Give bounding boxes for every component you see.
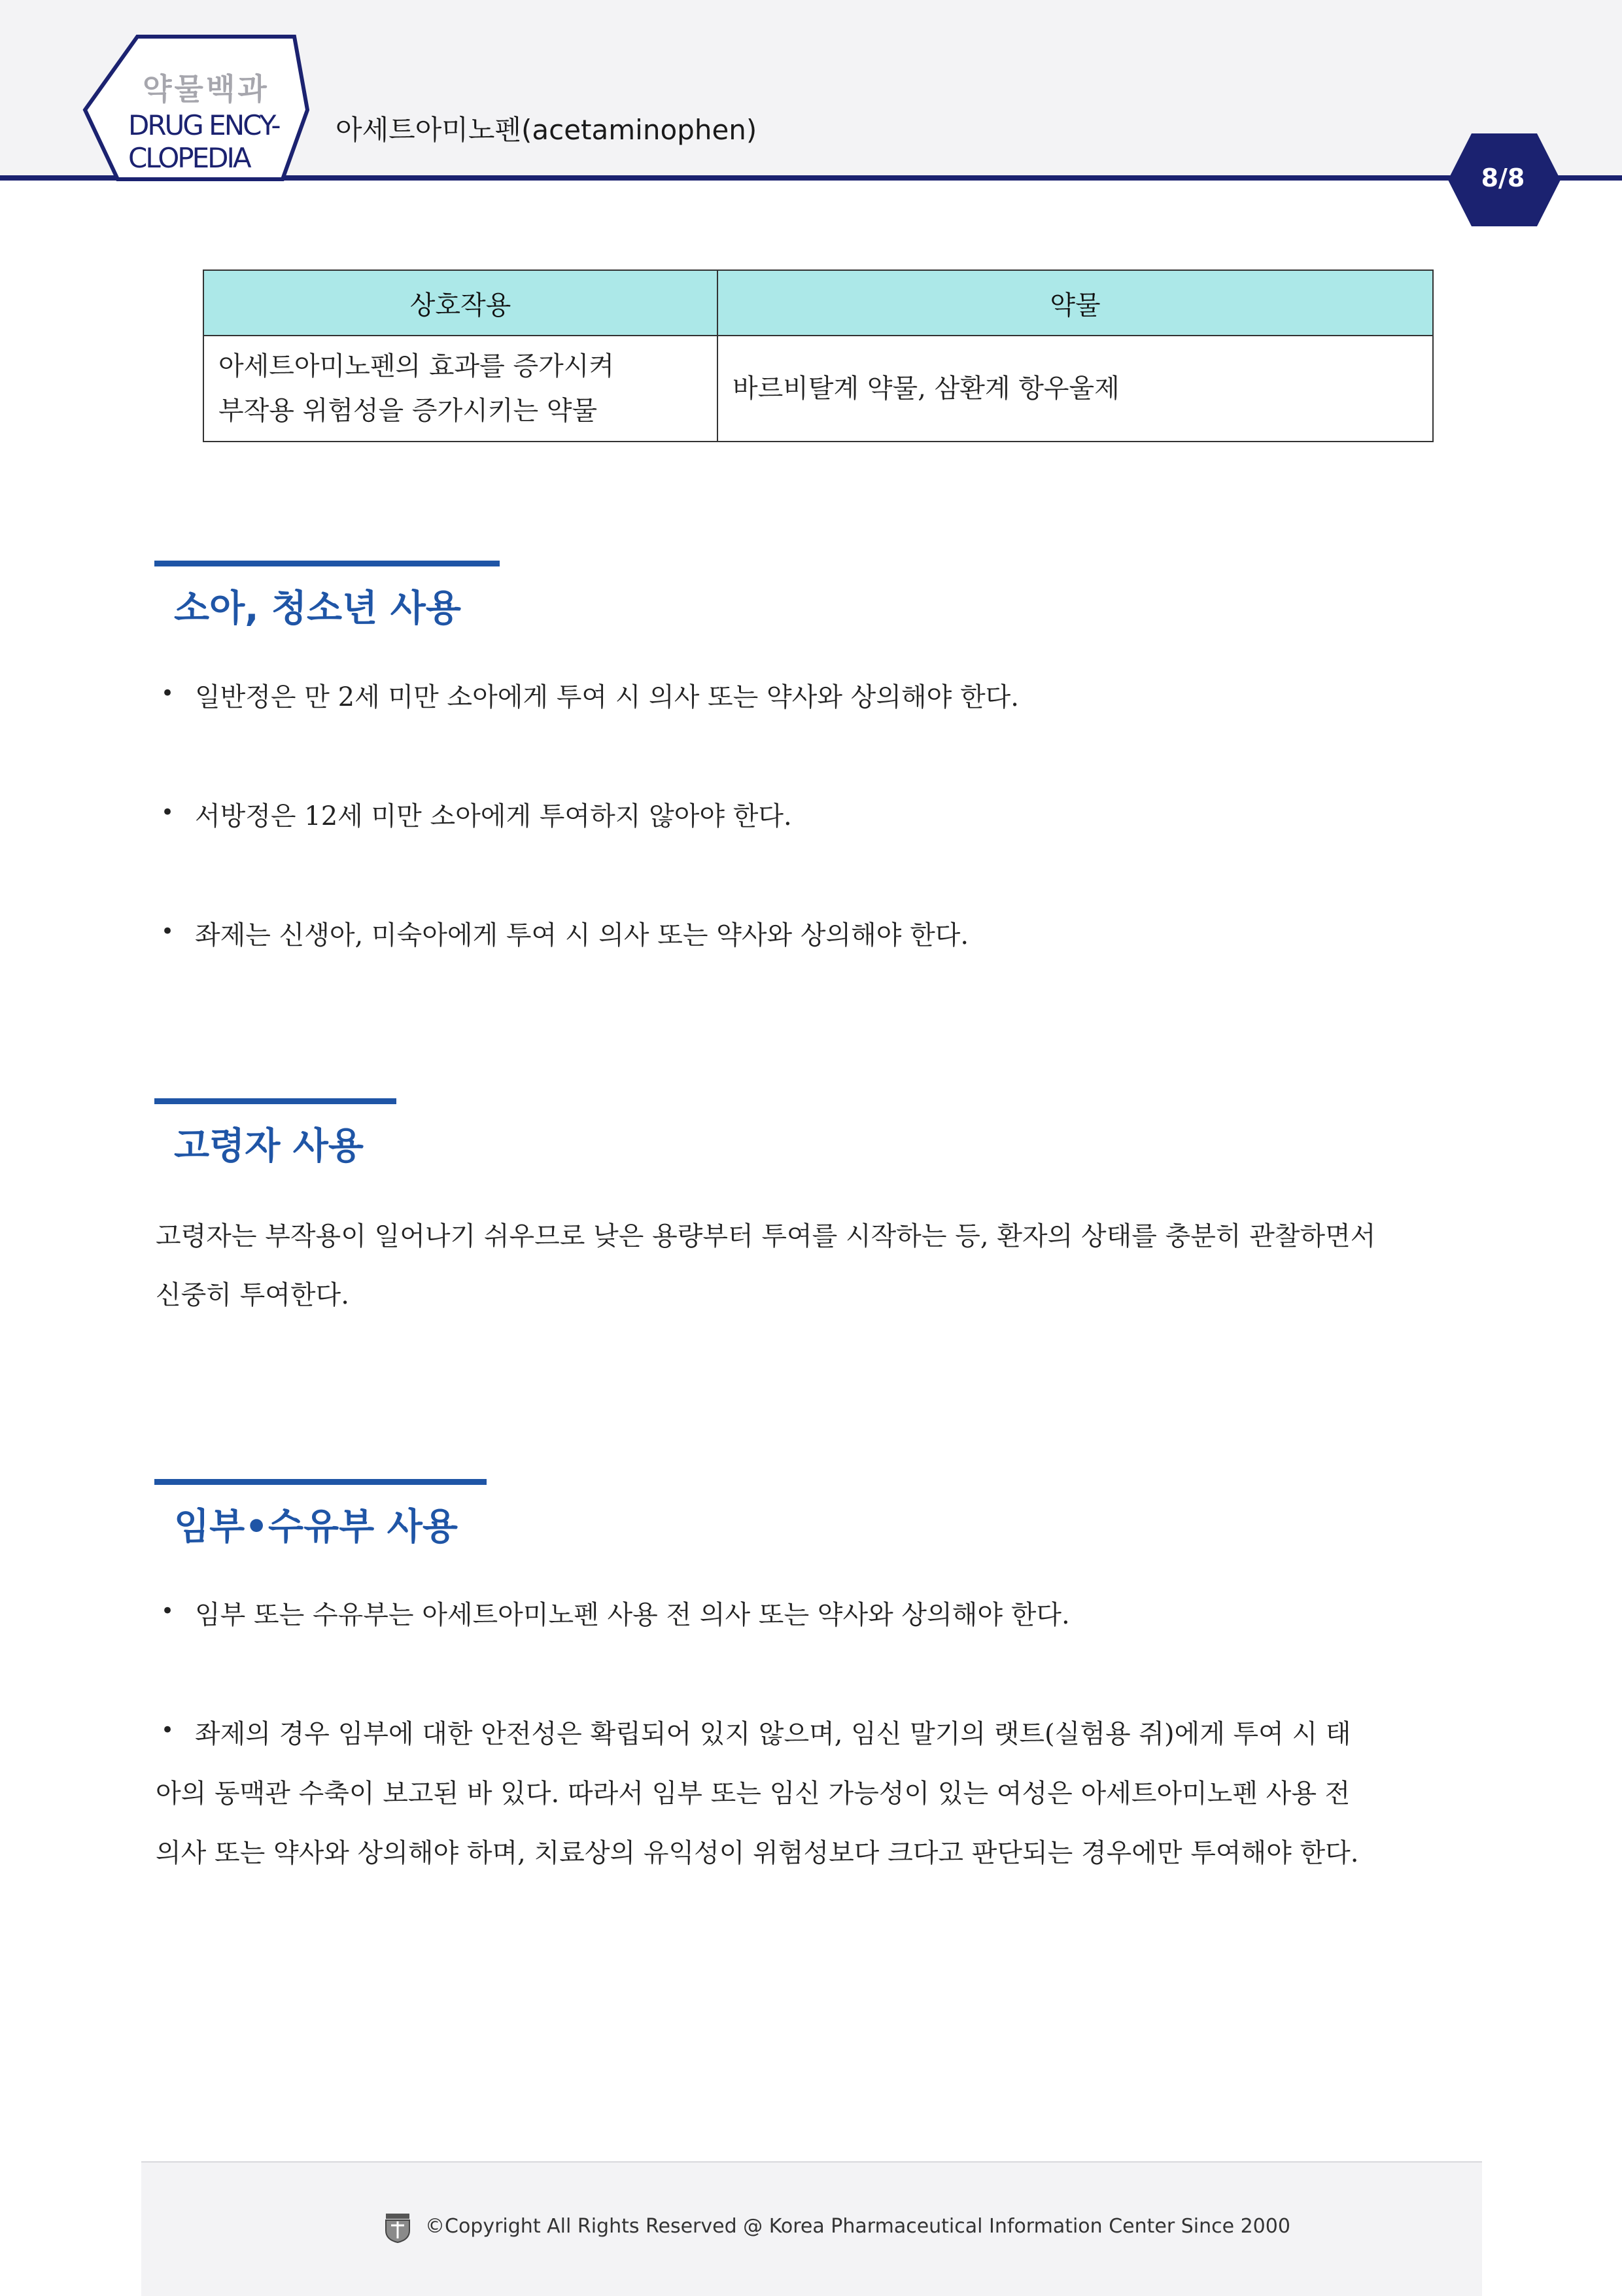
elderly-text-line1: 고령자는 부작용이 일어나기 쉬우므로 낮은 용량부터 투여를 시작하는 등, 환자의 상태를 충분히 관찰하면서 [156,1221,1376,1251]
section-bar-pediatric [154,561,500,566]
section-title-elderly: 고령자 사용 [174,1125,364,1168]
pediatric-bullet-3: 좌제는 신생아, 미숙아에게 투여 시 의사 또는 약사와 상의해야 한다. [195,920,969,950]
bullet-icon: • [161,1717,175,1743]
page-number: 8/8 [1481,164,1525,192]
logo-english-line1: DRUG ENCY- [128,109,279,141]
bullet-icon: • [161,1598,175,1624]
interaction-table [203,270,1434,442]
elderly-text-line2: 신중히 투여한다. [156,1280,349,1310]
table-header-drug: 약물 [717,270,1433,336]
pregnancy-bullet-2-line3: 의사 또는 약사와 상의해야 하며, 치료상의 유익성이 위험성보다 크다고 판단되는 경우에만 투여해야 한다. [156,1838,1359,1868]
pediatric-bullet-2: 서방정은 12세 미만 소아에게 투여하지 않아야 한다. [195,801,792,831]
footer-copyright: ©Copyright All Rights Reserved @ Korea Pharmaceutical Information Center Since 2000 [425,2215,1290,2238]
section-title-pregnancy: 임부•수유부 사용 [174,1506,458,1548]
bullet-icon: • [161,680,175,706]
table-cell-interaction-line2: 부작용 위험성을 증가시키는 약물 [218,396,598,426]
table-row [203,336,1433,442]
table-header-row [203,270,1433,336]
section-title-pediatric: 소아, 청소년 사용 [174,587,461,630]
drug-title: 아세트아미노펜(acetaminophen) [336,114,757,146]
pregnancy-bullet-2-line1: 좌제의 경우 임부에 대한 안전성은 확립되어 있지 않으며, 임신 말기의 랫트(실험용 쥐)에게 투여 시 태 [195,1719,1351,1749]
table-cell-interaction [203,336,717,442]
pregnancy-bullet-2-line2: 아의 동맥관 수축이 보고된 바 있다. 따라서 임부 또는 임신 가능성이 있는 여성은 아세트아미노펜 사용 전 [156,1779,1351,1809]
logo-korean: 약물백과 [143,71,269,107]
section-bar-elderly [154,1098,396,1104]
table-header-interaction: 상호작용 [203,270,717,336]
bullet-icon: • [161,799,175,826]
pregnancy-bullet-1: 임부 또는 수유부는 아세트아미노펜 사용 전 의사 또는 약사와 상의해야 한다. [195,1600,1070,1630]
logo-english-line2: CLOPEDIA [128,142,250,174]
table-cell-interaction-line1: 아세트아미노펜의 효과를 증가시켜 [218,351,615,381]
bullet-icon: • [161,918,175,945]
table-cell-drugs: 바르비탈계 약물, 삼환계 항우울제 [717,336,1433,442]
pediatric-bullet-1: 일반정은 만 2세 미만 소아에게 투여 시 의사 또는 약사와 상의해야 한다. [195,682,1019,712]
section-bar-pregnancy [154,1479,487,1485]
shield-crest-icon [383,2212,412,2244]
